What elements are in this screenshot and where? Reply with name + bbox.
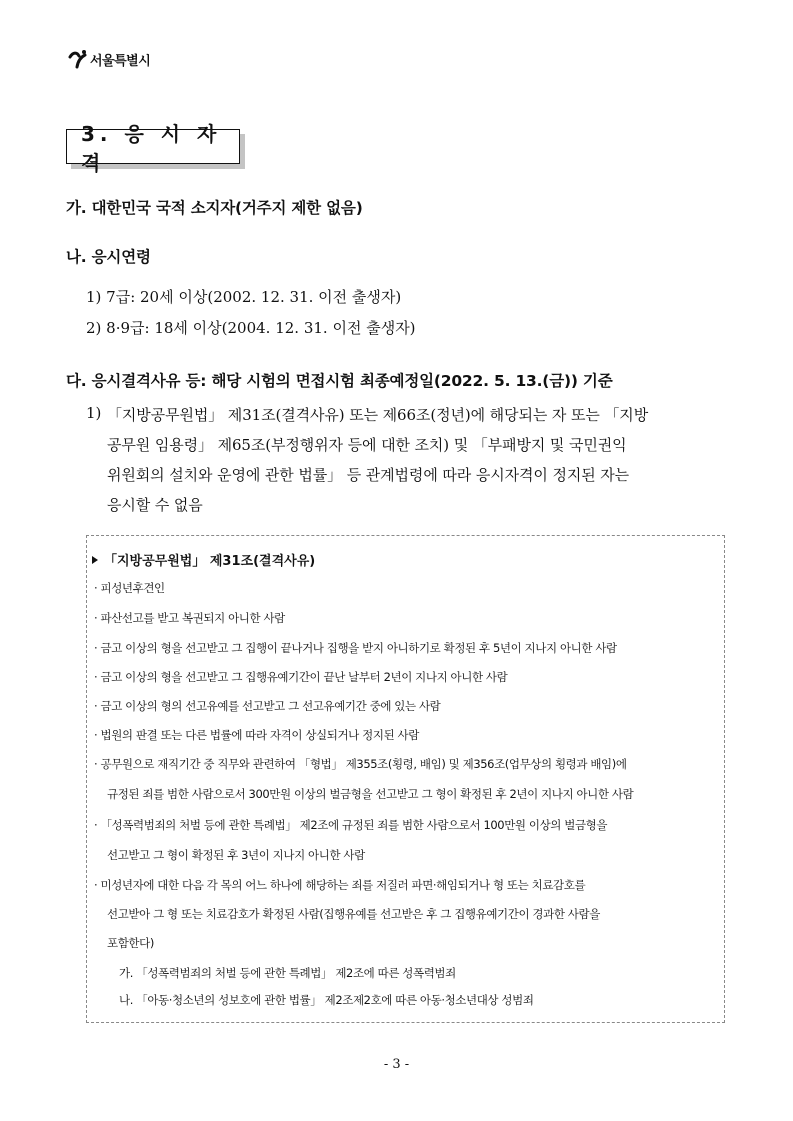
box-line: · 미성년자에 대한 다음 각 목의 어느 하나에 해당하는 죄를 저질러 파면·해임되거나 형 또는 치료감호를	[94, 878, 586, 892]
box-title	[92, 550, 315, 569]
heading-ga: 가. 대한민국 국적 소지자(거주지 제한 없음)	[66, 199, 363, 217]
heading-da: 다. 응시결격사유 등: 해당 시험의 면접시험 최종예정일(2022. 5. 13.(금)) 기준	[66, 372, 613, 390]
box-line: · 금고 이상의 형을 선고받고 그 집행이 끝나거나 집행을 받지 아니하기로 확정된 후 5년이 지나지 아니한 사람	[94, 641, 617, 655]
box-line: 선고받아 그 형 또는 치료감호가 확정된 사람(집행유예를 선고받은 후 그 집행유예기간이 경과한 사람을	[107, 907, 600, 921]
box-subline-na: 나. 「아동·청소년의 성보호에 관한 법률」 제2조제2호에 따른 아동·청소년대상 성범죄	[119, 993, 534, 1007]
disqualification-box	[86, 535, 725, 1023]
box-line: · 피성년후견인	[94, 581, 165, 595]
age-item-7: 1) 7급: 20세 이상(2002. 12. 31. 이전 출생자)	[86, 288, 402, 306]
logo-text: 서울특별시	[90, 53, 151, 69]
box-line: 선고받고 그 형이 확정된 후 3년이 지나지 아니한 사람	[107, 848, 365, 862]
da-item-line: 공무원 임용령」 제65조(부정행위자 등에 대한 조치) 및 「부패방지 및 국민권익	[107, 436, 627, 454]
triangle-bullet-icon	[92, 556, 98, 564]
heading-na: 나. 응시연령	[66, 248, 151, 266]
da-item-line: 응시할 수 없음	[107, 496, 203, 514]
box-line: · 「성폭력범죄의 처벌 등에 관한 특례법」 제2조에 규정된 죄를 범한 사람으로서 100만원 이상의 벌금형을	[94, 818, 608, 832]
seoul-symbol-icon	[68, 49, 88, 69]
box-title-text: 「지방공무원법」 제31조(결격사유)	[104, 554, 316, 569]
age-item-8-9: 2) 8·9급: 18세 이상(2004. 12. 31. 이전 출생자)	[86, 319, 416, 337]
box-line: · 금고 이상의 형의 선고유예를 선고받고 그 선고유예기간 중에 있는 사람	[94, 699, 441, 713]
da-item-line: 위원회의 설치와 운영에 관한 법률」 등 관계법령에 따라 응시자격이 정지된 자는	[107, 466, 630, 484]
seoul-logo	[68, 48, 150, 70]
box-line: · 파산선고를 받고 복권되지 아니한 사람	[94, 611, 285, 625]
section-title: 3. 응 시 자 격	[81, 121, 222, 175]
box-line: 규정된 죄를 범한 사람으로서 300만원 이상의 벌금형을 선고받고 그 형이 확정된 후 2년이 지나지 아니한 사람	[107, 787, 634, 801]
section-title-frame	[66, 121, 240, 175]
box-line: · 법원의 판결 또는 다른 법률에 따라 자격이 상실되거나 정지된 사람	[94, 728, 419, 742]
box-line: · 금고 이상의 형을 선고받고 그 집행유예기간이 끝난 날부터 2년이 지나지 아니한 사람	[94, 670, 508, 684]
box-subline-ga: 가. 「성폭력범죄의 처벌 등에 관한 특례법」 제2조에 따른 성폭력범죄	[119, 966, 456, 980]
page-number: - 3 -	[383, 1057, 410, 1072]
da-item-marker: 1)	[86, 404, 102, 422]
box-line: · 공무원으로 재직기간 중 직무와 관련하여 「형법」 제355조(횡령, 배임) 및 제356조(업무상의 횡령과 배임)에	[94, 757, 627, 771]
section-title-box	[66, 121, 240, 175]
da-item-line: 「지방공무원법」 제31조(결격사유) 또는 제66조(정년)에 해당되는 자 또는 「지방	[107, 406, 649, 424]
box-line: 포함한다)	[107, 936, 154, 950]
